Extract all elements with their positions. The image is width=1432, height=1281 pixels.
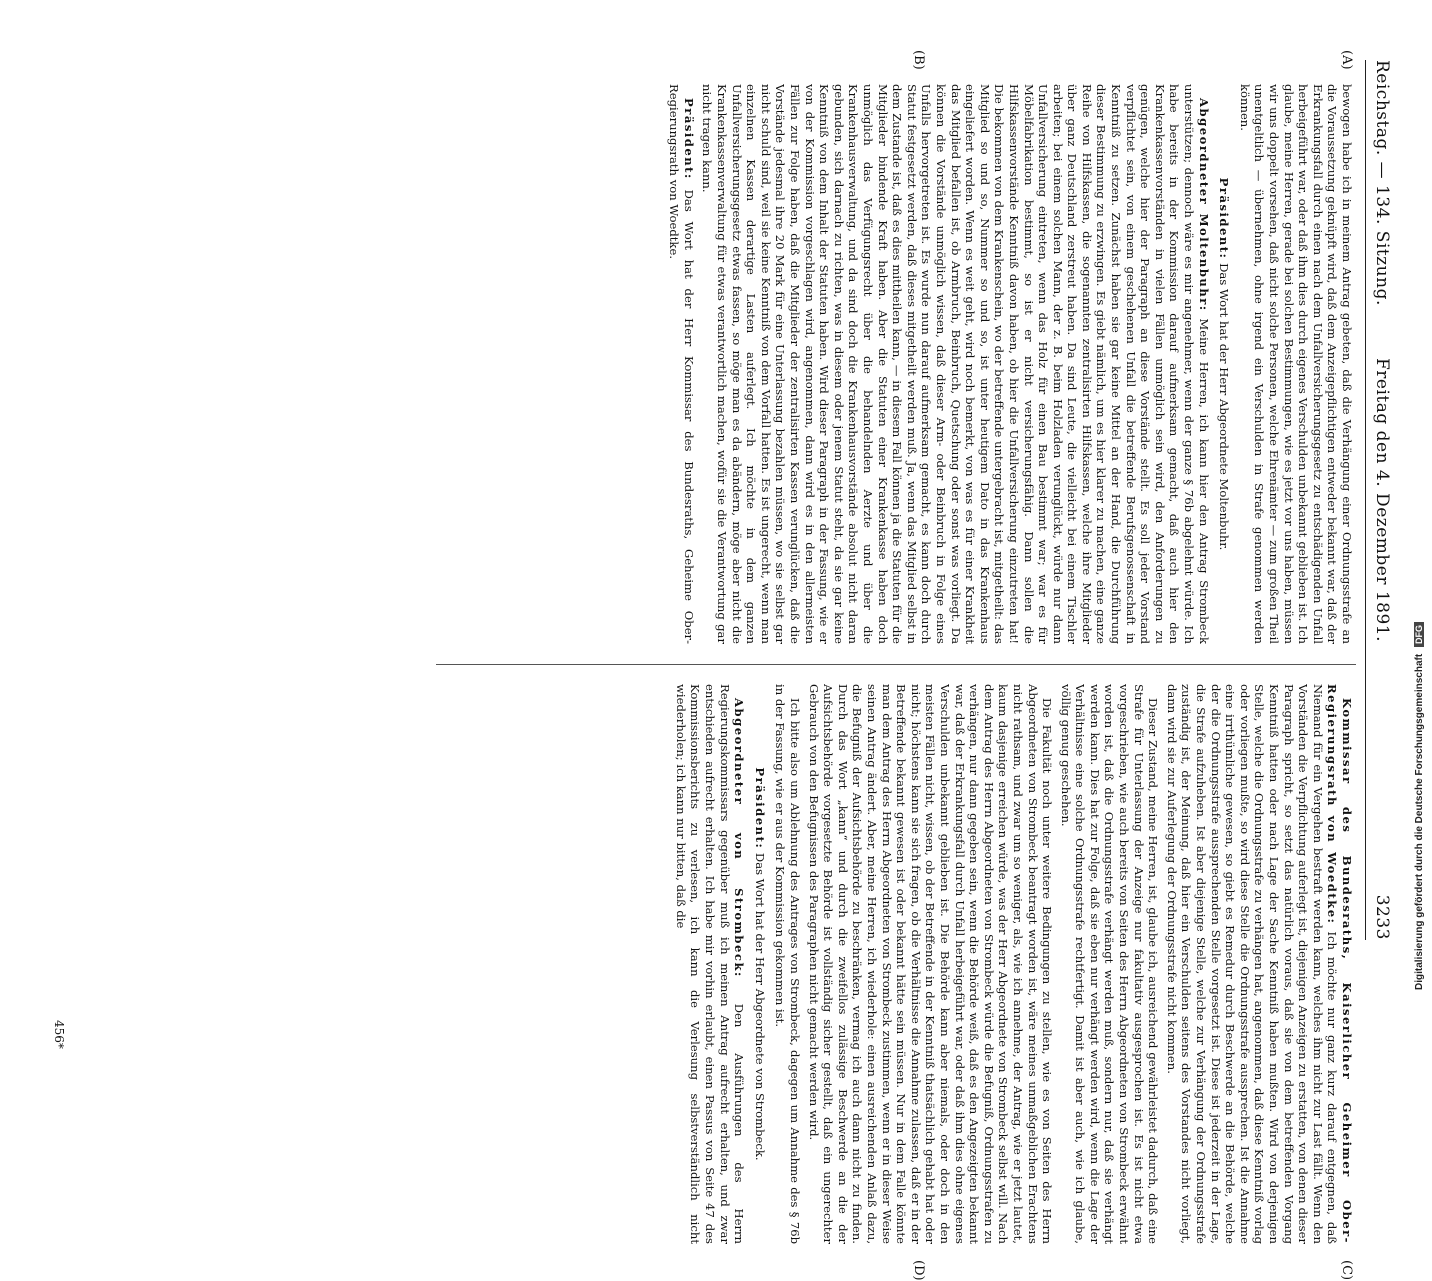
scanned-page (26, 20, 1406, 1281)
speaker-label: Präsident: (1217, 177, 1232, 260)
right-column (414, 684, 1354, 1244)
paragraph (667, 84, 696, 644)
speaker-label: Abgeordneter Moltenbuhr: (1196, 98, 1211, 312)
header-rule (1365, 60, 1366, 940)
speaker-label: Kommissar des Bundesraths, Kaiserlicher Geheimer Ober-Regierungsrath von Woedtke: (1325, 684, 1354, 1244)
margin-marker-d: (D) (911, 1260, 926, 1281)
header-session: Reichstag. — 134. Sitzung. (1372, 60, 1392, 306)
dfg-credit (1414, 622, 1425, 990)
column-divider (436, 664, 1356, 665)
paragraph: Ich bitte also um Ablehnung des Antrages von Strombeck, dagegen um Annahme des § 76b in der Fassung, wie er aus der Kommission gekommen ist. (773, 684, 803, 1244)
paragraph (1217, 84, 1232, 644)
paragraph-text: Das Wort hat der Herr Abgeordnete von Strombeck. (752, 852, 767, 1161)
paragraph-text: Den Ausführungen des Herrn Regierungskommissars gegenüber muß ich meinen Antrag aufrecht erhalten, und zwar entschieden aufrecht erhalten. Ich habe mir vorhin erlaubt, einen Passus von Seite 47 des Kommissionsberichts zu verlesen, ich kann die Verlesung selbstverständlich nicht wiederholen; ich kann nur bitten, daß die (673, 684, 747, 1244)
speaker-label: Präsident: (681, 98, 696, 180)
left-column (414, 84, 1354, 644)
paragraph-text: Meine Herren, ich kann hier den Antrag Strombeck unterstützen; dennoch wäre es mir angenehmer, wenn der ganze § 76b abgelehnt würde. Ich habe bereits in der Kommission darauf aufmerksam gemacht, daß auch hier den Krankenkassenvorständen in vielen Fällen unmöglich sein wird, den Anforderungen zu genügen, welche hier der Paragraph an diese Vorstände stellt. Es soll jeder Vorstand verpflichtet sein, von einem geschehenen Unfall die betreffende Berufsgenossenschaft in Kenntniß zu setzen. Zunächst haben sie gar keine Mittel an der Hand, die Durchführung dieser Bestimmung zu erzwingen. Es giebt nämlich, um es hier klarer zu machen, eine ganze Reihe von Hilfskassen, die sogenannten zentralisirten Hilfskassen, welche ihre Mitglieder über ganz Deutschland zerstreut haben. Da sind Leute, die vielleicht bei einem Tischler arbeiten; bei einem solchen Mann, der z. B. beim Holzladen verunglückt, würde nur dann Unfallversicherung eintreten, wenn das Holz für einen Bau bestimmt war; war es für Möbelfabrikation bestimmt, so ist er nicht versicherungsfähig. Dann sollen die Hilfskassenvorstände Kenntniß davon haben, ob hier die Unfallversicherung einzutreten hat! Die bekommen von dem Krankenschein, wo der betreffende untergebracht ist, mitgetheilt: das Mitglied so und so, Nummer so und so, ist unter heutigem Dato in das Krankenhaus eingeliefert worden. Wenn es weit geht, wird noch bemerkt, von was es für einer Krankheit das Mitglied befallen ist, ob Armbruch, Beinbruch, Quetschung oder sonst was vorliegt. Da können die Vorstände unmöglich wissen, daß dieser Arm- oder Beinbruch in Folge eines Unfalls hervorgetreten ist. Es wurde nun darauf aufmerksam gemacht, es kann doch durch Statut festgesetzt werden, daß dieses mitgetheilt werden muß. Ja, wenn das Mitglied selbst in dem Zustande ist, daß es dies mittheilen kann, — in diesem Fall können ja die Statuten für die Mitglieder bindende Kraft haben. Aber die Statuten einer Krankenkasse haben doch unmöglich das Verfügungsrecht über die behandelnden Aerzte und über die Krankenhausverwaltung, und da sind doch die Krankenhausvorstände absolut nicht daran gebunden, sich darnach zu richten, was in diesem oder jenem Statut steht, da sie gar keine Kenntniß von dem Inhalt der Statuten haben. Wird dieser Paragraph in der Fassung, wie er von der Kommission vorgeschlagen wird, angenommen, dann wird es in den allermeisten Fällen zur Folge haben, daß die Mitglieder der zentralisirten Kassen verunglücken, daß die Vorstände jedesmal ihre 20 Mark für eine Unterlassung bezahlen müssen, wo sie selbst gar nicht schuld sind, weil sie keine Kenntniß von dem Vorfall hatten. Es ist ungerecht, wenn man einzelnen Kassen derartige Lasten auferlegt. Ich möchte in dem ganzen Unfallversicherungsgesetz etwas fassen, so möge man es da abändern, möge aber nicht die Krankenkassenverwaltung für etwas verantwortlich machen, wofür sie die Verantwortung gar nicht tragen kann. (700, 84, 1211, 644)
margin-marker-c: (C) (1339, 1260, 1354, 1281)
paragraph (1164, 684, 1354, 1244)
dfg-logo: DFG (1414, 622, 1424, 647)
paragraph: bewogen habe ich in meinem Antrag gebeten, daß die Verhängung einer Ordnungsstrafe an die Voraussetzung geknüpft wird, daß dem Anzeigepflichtigen entweder bekannt war, daß der Erkrankungsfall durch einen nach dem Unfallversicherungsgesetz zu entschädigenden Unfall herbeigeführt war, oder daß ihm dies durch eigenes Verschulden unbekannt geblieben ist. Ich glaube, meine Herren, gerade bei solchen Bestimmungen, wie es jetzt vor uns haben, müssen wir uns doppelt vorsehen, daß nicht solche Personen, welche Ehrenämter — zum großen Theil unentgeltlich — übernehmen, ohne irgend ein Verschulden in Strafe genommen werden können. (1237, 84, 1354, 644)
paragraph-text: Das Wort hat der Herr Abgeordnete Moltenbuhr. (1217, 263, 1232, 551)
paragraph: Die Fakultät noch unter weitere Bedingungen zu stellen, wie es von Seiten des Herrn Abgeordneten von Strombeck beantragt worden ist, wäre meines unmaßgeblichen Erachtens nicht rathsam, und zwar um so weniger, als, wie ich annehme, der Antrag, wie er jetzt lautet, kaum dasjenige erreichen würde, was der Herr Abgeordnete von Strombeck selbst will. Nach dem Antrag des Herrn Abgeordneten von Strombeck würde die Befugniß, Ordnungsstrafen zu verhängen, nur dann gegeben sein, wenn die Behörde weiß, daß es den Angezeigten bekannt war, daß der Erkrankungsfall durch Unfall herbeigeführt war, oder daß ihm dies ohne eigenes Verschulden unbekannt geblieben ist. Die Behörde kann aber niemals, oder doch in den meisten Fällen nicht, wissen, ob der Betreffende in der Kenntniß thatsächlich gehabt hat oder nicht; höchstens kann sie sich fragen, ob die Verhältnisse die Annahme zulassen, daß er in der Betreffende bekannt gewesen ist oder bekannt hätte sein müssen. Nur in dem Falle könnte man dem Antrag des Herrn Abgeordneten von Strombeck zustimmen, wenn er in dieser Weise seinen Antrag ändert. Aber, meine Herren, ich wiederhole: einen ausreichenden Anlaß dazu, die Befugniß der Aufsichtsbehörde zu beschränken, vermag ich auch dann nicht zu finden. Durch das Wort „kann“ und durch die zweifellos zulässige Beschwerde an die der Aufsichtsbehörde vorgesetzte Behörde ist vollständig sicher gestellt, daß ein ungerechter Gebrauch von den Befugnissen des Paragraphen nicht gemacht werden wird. (806, 684, 1055, 1244)
paragraph (700, 84, 1211, 644)
paragraph-text: Das Wort hat der Herr Kommissar des Bundesraths, Geheime Ober-Regierungsrath von Woedtke. (667, 84, 696, 644)
paragraph: Dieser Zustand, meine Herren, ist, glaube ich, ausreichend gewährleistet dadurch, daß eine Strafe für Unterlassung der Anzeige nur fakultativ ausgesprochen ist. Es ist nicht etwa vorgeschrieben, wie auch bereits von Seiten des Herrn Abgeordneten von Strombeck erwähnt worden ist, daß die Ordnungsstrafe verhängt werden muß, sondern nur, daß sie verhängt werden kann. Dies hat zur Folge, daß sie eben nur verhängt werden wird, wenn die Lage der Verhältnisse eine solche Ordnungsstrafe rechtfertigt. Damit ist aber auch, wie ich glaube, völlig genug geschehen. (1058, 684, 1161, 1244)
speaker-label: Präsident: (752, 767, 767, 850)
header-date: Freitag den 4. Dezember 1891. (1372, 357, 1392, 643)
paragraph-text: Ich möchte nur ganz kurz darauf entgegnen, daß Niemand für ein Vergehen bestraft werden kann, welches ihm nicht zur Last fällt. Wenn den Vorständen die Verpflichtung auferlegt ist, diejenigen Anzeigen zu erstatten, von denen dieser Paragraph spricht, so setzt das natürlich voraus, daß sie von dem betreffenden Vorgang Kenntniß hatten oder nach Lage der Sache Kenntniß haben mußten. Wird von derjenigen Stelle, welche die Ordnungsstrafe zu verhängen hat, angenommen, daß diese Kenntniß vorlag oder vorliegen mußte, so wird diese Stelle die Ordnungsstrafe aussprechen. Ist die Annahme eine irrthümliche gewesen, so giebt es Remedur durch Beschwerde an die Behörde, welche der die Ordnungsstrafe aussprechenden Stelle vorgesetzt ist. Diese ist jederzeit in der Lage, die Strafe aufzuheben. Ist aber diejenige Stelle, welche zur Verhängung der Ordnungsstrafe zuständig ist, der Meinung, daß hier ein Verschulden seitens des Vorstandes nicht vorliegt, dann wird sie zur Auferlegung der Ordnungsstrafe nicht kommen. (1164, 684, 1340, 1244)
page-header (1364, 60, 1396, 940)
dfg-credit-strip (1412, 0, 1432, 1000)
margin-marker-a: (A) (1339, 50, 1354, 70)
paragraph (673, 684, 746, 1244)
margin-marker-b: (B) (911, 50, 926, 70)
footer-signature-number: 456* (52, 1020, 66, 1049)
dfg-credit-text: Digitalisierung gefördert durch die Deutsche Forschungsgemeinschaft (1414, 653, 1425, 990)
speaker-label: Abgeordneter von Strombeck: (732, 698, 747, 978)
paragraph (752, 684, 767, 1244)
header-page-number: 3233 (1372, 894, 1392, 940)
